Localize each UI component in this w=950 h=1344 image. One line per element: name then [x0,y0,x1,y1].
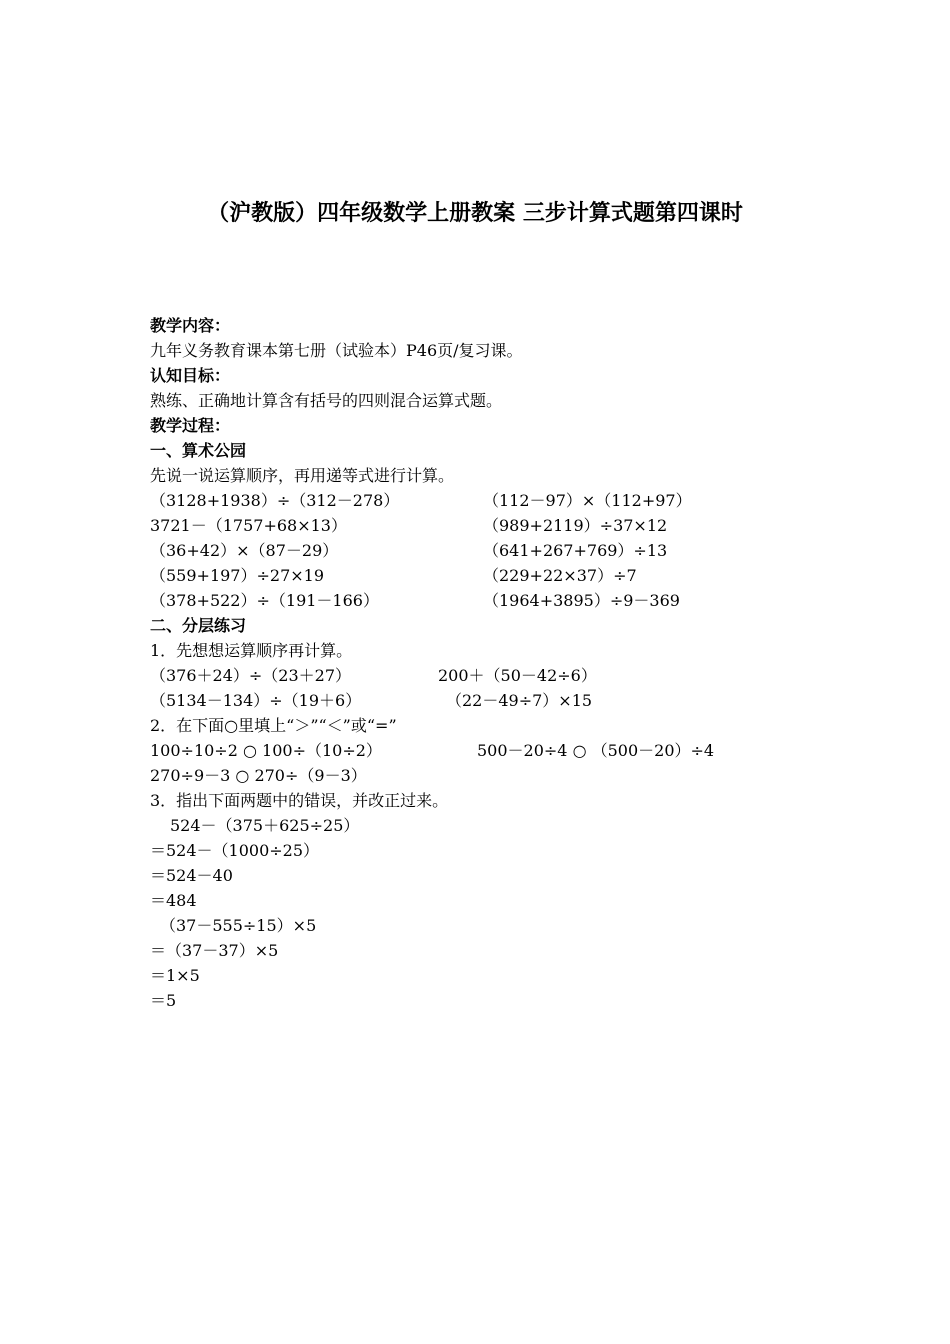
question-2-text: 2．在下面○里填上“＞”“＜”或“=” [150,716,397,735]
exercise-row [150,538,850,563]
working-line: ＝524－（1000÷25） [150,841,320,860]
exercise-right: （112－97）×（112+97） [483,491,692,510]
document-body [150,313,850,1013]
exercise-row [150,688,850,713]
comparison-row [150,763,850,788]
process-label: 教学过程： [150,416,231,435]
exercise-right: （1964+3895）÷9－369 [483,591,680,610]
question-3-text: 3．指出下面两题中的错误，并改正过来。 [150,791,449,810]
working-line: （37－555÷15）×5 [160,916,317,935]
exercise-left: （559+197）÷27×19 [150,566,325,585]
exercise-row [150,663,850,688]
teaching-content-label: 教学内容： [150,316,231,335]
exercise-row [150,563,850,588]
objective-text: 熟练、正确地计算含有括号的四则混合运算式题。 [150,391,503,410]
working-line: ＝484 [150,891,197,910]
exercise-left: （378+522）÷（191－166） [150,591,379,610]
working-line: ＝5 [150,991,177,1010]
exercise-right: （22－49÷7）×15 [446,691,593,710]
section1-instruction: 先说一说运算顺序，再用递等式进行计算。 [150,466,455,485]
comparison-left: 270÷9－3 ○ 270÷（9－3） [150,766,367,785]
exercise-left: （36+42）×（87－29） [150,541,339,560]
exercise-right: 200＋（50－42÷6） [438,666,597,685]
exercise-left: 3721－（1757+68×13） [150,516,347,535]
exercise-row [150,513,850,538]
working-line: 524－（375＋625÷25） [170,816,360,835]
exercise-row [150,488,850,513]
exercise-left: （3128+1938）÷（312－278） [150,491,400,510]
objective-label: 认知目标： [150,366,231,385]
exercise-right: （641+267+769）÷13 [483,541,668,560]
exercise-right: （989+2119）÷37×12 [483,516,668,535]
working-line: ＝1×5 [150,966,200,985]
exercise-left: （376＋24）÷（23＋27） [150,666,352,685]
teaching-content-text: 九年义务教育课本第七册（试验本）P46页/复习课。 [150,341,523,360]
working-line: ＝（37－37）×5 [150,941,279,960]
exercise-row [150,588,850,613]
exercise-right: （229+22×37）÷7 [483,566,637,585]
comparison-row [150,738,850,763]
comparison-right: 500－20÷4 ○ （500－20）÷4 [477,741,715,760]
document-title: （沪教版）四年级数学上册教案 三步计算式题第四课时 [207,201,743,226]
section1-heading: 一、算术公园 [150,441,247,460]
section2-heading: 二、分层练习 [150,616,247,635]
question-1-text: 1．先想想运算顺序再计算。 [150,641,353,660]
comparison-left: 100÷10÷2 ○ 100÷（10÷2） [150,741,382,760]
working-line: ＝524－40 [150,866,233,885]
exercise-left: （5134－134）÷（19＋6） [150,691,362,710]
